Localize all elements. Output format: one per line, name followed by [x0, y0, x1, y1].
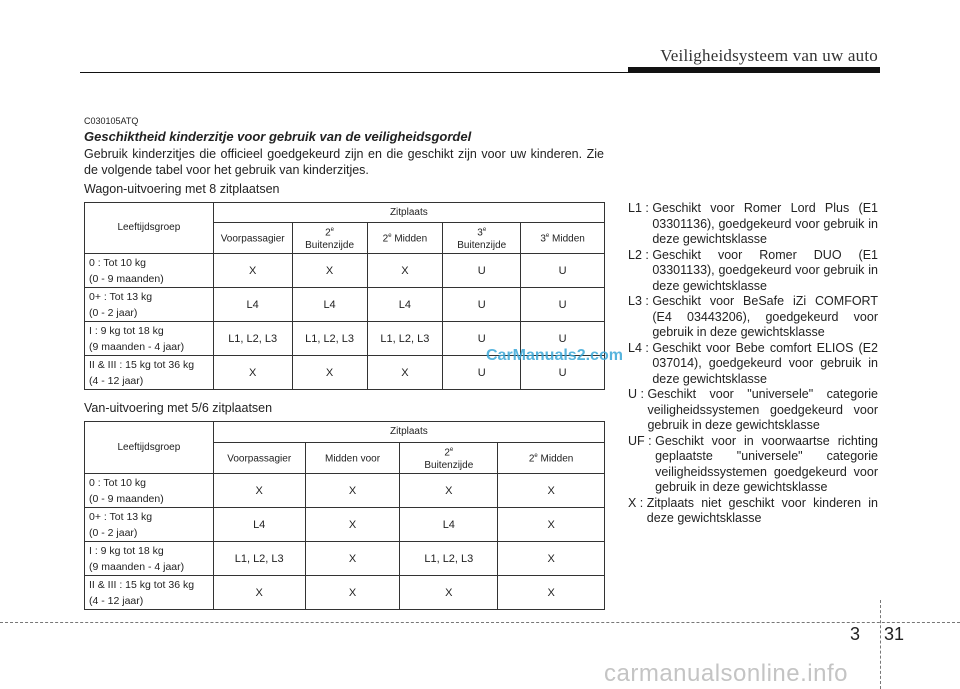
seat-suitability-cell: U [443, 356, 521, 390]
wagon-seat-header: Zitplaats [213, 203, 604, 223]
header-rule-accent [628, 67, 880, 72]
van-column-header [400, 443, 498, 474]
seat-suitability-cell: X [367, 356, 443, 390]
legend-item [628, 496, 878, 527]
table-row [85, 474, 605, 508]
seat-suitability-cell: U [521, 322, 605, 356]
age-group-cell [85, 288, 214, 322]
column-header-line1 [293, 224, 367, 239]
seat-suitability-cell: L4 [400, 508, 498, 542]
column-header-line1 [443, 224, 520, 239]
age-group-age: (0 - 2 jaar) [89, 306, 138, 319]
seat-suitability-cell: X [213, 254, 292, 288]
seat-suitability-cell: U [521, 288, 605, 322]
column-header-line2: Buitenzijde [305, 239, 355, 251]
van-column-header [305, 443, 400, 474]
column-header-number: 3 [540, 233, 546, 245]
age-group-cell [85, 322, 214, 356]
column-header-ordinal: e [449, 447, 454, 454]
column-header-line1 [400, 444, 497, 459]
seat-suitability-cell: L4 [213, 288, 292, 322]
age-group-weight: 0 : Tot 10 kg [89, 476, 147, 489]
legend-key: L2 : [628, 247, 653, 262]
seat-suitability-cell: L4 [213, 508, 305, 542]
column-header-line1 [368, 230, 443, 245]
column-header-text: Voorpassagier [227, 453, 292, 465]
column-header-ordinal: e [545, 233, 550, 240]
seat-suitability-cell: L1, L2, L3 [292, 322, 367, 356]
column-header-ordinal: e [534, 453, 538, 460]
age-group-cell [85, 508, 214, 542]
age-group-cell [85, 356, 214, 390]
seat-suitability-cell: X [292, 254, 367, 288]
seat-suitability-cell: X [367, 254, 443, 288]
age-group-weight: II & III : 15 kg tot 36 kg [89, 578, 195, 591]
column-header-line2: Buitenzijde [424, 459, 474, 471]
seat-suitability-cell: L4 [367, 288, 443, 322]
age-group-weight: 0 : Tot 10 kg [89, 256, 147, 269]
table-row [85, 508, 605, 542]
wagon-column-header [521, 223, 605, 254]
wagon-column-header [367, 223, 443, 254]
running-header-title: Veiligheidsysteem van uw auto [660, 46, 878, 65]
table-row [85, 576, 605, 610]
seat-suitability-cell: X [498, 576, 605, 610]
watermark: CarManuals2.com [486, 347, 623, 364]
seat-suitability-cell: U [443, 254, 521, 288]
column-header-line1 [214, 450, 305, 465]
intro-paragraph: Gebruik kinderzitjes die officieel goedgekeurd zijn en die geschikt zijn voor uw kinderen. Zie de volgende tabel voor het gebruik van kinderzitjes. [84, 147, 604, 177]
column-header-number: 2 [382, 233, 389, 245]
header-rule [80, 72, 880, 73]
table-row [85, 288, 605, 322]
seat-suitability-cell: X [498, 508, 605, 542]
column-header-text: Midden [537, 453, 574, 465]
legend-text: Geschikt voor Romer DUO (E1 03301133), goedgekeurd voor gebruik in deze gewichtsklasse [652, 247, 878, 293]
legend-item [628, 341, 878, 388]
legend-item [628, 434, 878, 496]
seat-suitability-cell: U [521, 254, 605, 288]
age-group-weight: 0+ : Tot 13 kg [89, 290, 153, 303]
seat-suitability-cell: X [292, 356, 367, 390]
column-header-line1 [214, 230, 292, 245]
column-header-text: Voorpassagier [220, 233, 285, 245]
seat-suitability-cell: U [443, 288, 521, 322]
wagon-table-caption: Wagon-uitvoering met 8 zitplaatsen [84, 182, 280, 196]
age-group-age: (9 maanden - 4 jaar) [89, 340, 185, 353]
wagon-column-header [292, 223, 367, 254]
column-header-line2: Buitenzijde [457, 239, 507, 251]
seat-suitability-cell: X [213, 576, 305, 610]
seat-suitability-cell: L4 [292, 288, 367, 322]
seat-suitability-cell: X [213, 356, 292, 390]
legend-key: UF : [628, 433, 656, 448]
legend-item [628, 201, 878, 248]
column-header-number: 2 [325, 227, 331, 239]
seat-code-legend [628, 201, 878, 527]
age-group-cell [85, 576, 214, 610]
section-heading: Geschiktheid kinderzitje voor gebruik van de veiligheidsgordel [84, 129, 472, 144]
footer-dashed-rule [0, 622, 960, 623]
age-group-cell [85, 542, 214, 576]
legend-text: Geschikt voor Bebe comfort ELIOS (E2 037014), goedgekeurd voor gebruik in deze gewichtsklasse [652, 340, 878, 386]
seat-suitability-cell: X [213, 474, 305, 508]
seat-suitability-cell: X [498, 542, 605, 576]
legend-text: Geschikt voor Romer Lord Plus (E1 03301136), goedgekeurd voor gebruik in deze gewichtsklasse [652, 201, 878, 246]
age-group-weight: I : 9 kg tot 18 kg [89, 544, 164, 557]
column-header-text: Midden [391, 233, 428, 245]
age-group-weight: II & III : 15 kg tot 36 kg [89, 358, 195, 371]
footer-watermark: carmanualsonline.info [604, 660, 848, 687]
seat-suitability-cell: U [443, 322, 521, 356]
column-header-number: 2 [444, 447, 450, 459]
chapter-number: 3 [850, 624, 861, 644]
legend-text: Geschikt voor BeSafe iZi COMFORT (E4 03443206), goedgekeurd voor gebruik in deze gewichtsklasse [652, 294, 878, 339]
seat-suitability-cell: L1, L2, L3 [400, 542, 498, 576]
column-header-ordinal: e [482, 227, 487, 234]
van-table-caption: Van-uitvoering met 5/6 zitplaatsen [84, 401, 273, 415]
seat-suitability-cell: X [498, 474, 605, 508]
seat-suitability-cell: X [400, 576, 498, 610]
column-header-ordinal: e [388, 233, 392, 240]
van-column-header [498, 443, 605, 474]
seat-suitability-cell: L1, L2, L3 [213, 322, 292, 356]
van-seat-header: Zitplaats [213, 422, 604, 443]
age-group-cell [85, 474, 214, 508]
seat-suitability-cell: X [305, 508, 400, 542]
age-group-cell [85, 254, 214, 288]
age-group-age: (9 maanden - 4 jaar) [89, 560, 185, 573]
legend-key: X : [628, 495, 647, 510]
legend-item [628, 294, 878, 341]
column-header-text: Midden [549, 233, 585, 245]
footer-dashed-divider [880, 600, 881, 689]
wagon-column-header [213, 223, 292, 254]
van-group-header: Leeftijdsgroep [85, 422, 214, 474]
legend-text: Zitplaats niet geschikt voor kinderen in deze gewichtsklasse [646, 495, 878, 525]
age-group-age: (4 - 12 jaar) [89, 594, 144, 607]
wagon-column-header [443, 223, 521, 254]
table-row [85, 542, 605, 576]
age-group-age: (0 - 2 jaar) [89, 526, 138, 539]
wagon-group-header: Leeftijdsgroep [85, 203, 214, 254]
column-header-number: 3 [477, 227, 483, 239]
legend-item [628, 248, 878, 295]
column-header-number: 2 [528, 453, 535, 465]
seat-suitability-cell: L1, L2, L3 [367, 322, 443, 356]
table-row [85, 254, 605, 288]
seat-suitability-cell: L1, L2, L3 [213, 542, 305, 576]
legend-text: Geschikt voor in voorwaartse richting geplaatste "universele" categorie veiligheidssystemen goedgekeurd voor gebruik in deze gewichtsklasse [655, 433, 878, 494]
section-code: C030105ATQ [84, 116, 139, 126]
seat-suitability-cell: U [521, 356, 605, 390]
legend-text: Geschikt voor "universele" categorie veiligheidssystemen goedgekeurd voor gebruik in deze gewichtsklasse [647, 387, 878, 432]
age-group-age: (0 - 9 maanden) [89, 492, 164, 505]
seat-suitability-cell: X [400, 474, 498, 508]
age-group-weight: 0+ : Tot 13 kg [89, 510, 153, 523]
legend-key: L1 : [628, 201, 653, 215]
column-header-ordinal: e [330, 227, 335, 234]
column-header-line1 [498, 450, 604, 465]
van-column-header [213, 443, 305, 474]
legend-key: U : [628, 387, 648, 401]
column-header-line1 [521, 230, 604, 245]
page-number: 31 [884, 624, 905, 644]
seat-suitability-cell: X [305, 542, 400, 576]
column-header-line1 [306, 450, 400, 465]
age-group-age: (4 - 12 jaar) [89, 374, 144, 387]
legend-item [628, 387, 878, 434]
age-group-age: (0 - 9 maanden) [89, 272, 164, 285]
age-group-weight: I : 9 kg tot 18 kg [89, 324, 164, 337]
column-header-text: Midden voor [325, 453, 381, 465]
legend-key: L3 : [628, 294, 653, 308]
legend-key: L4 : [628, 340, 653, 355]
seat-suitability-cell: X [305, 474, 400, 508]
van-seat-table [84, 421, 605, 610]
seat-suitability-cell: X [305, 576, 400, 610]
